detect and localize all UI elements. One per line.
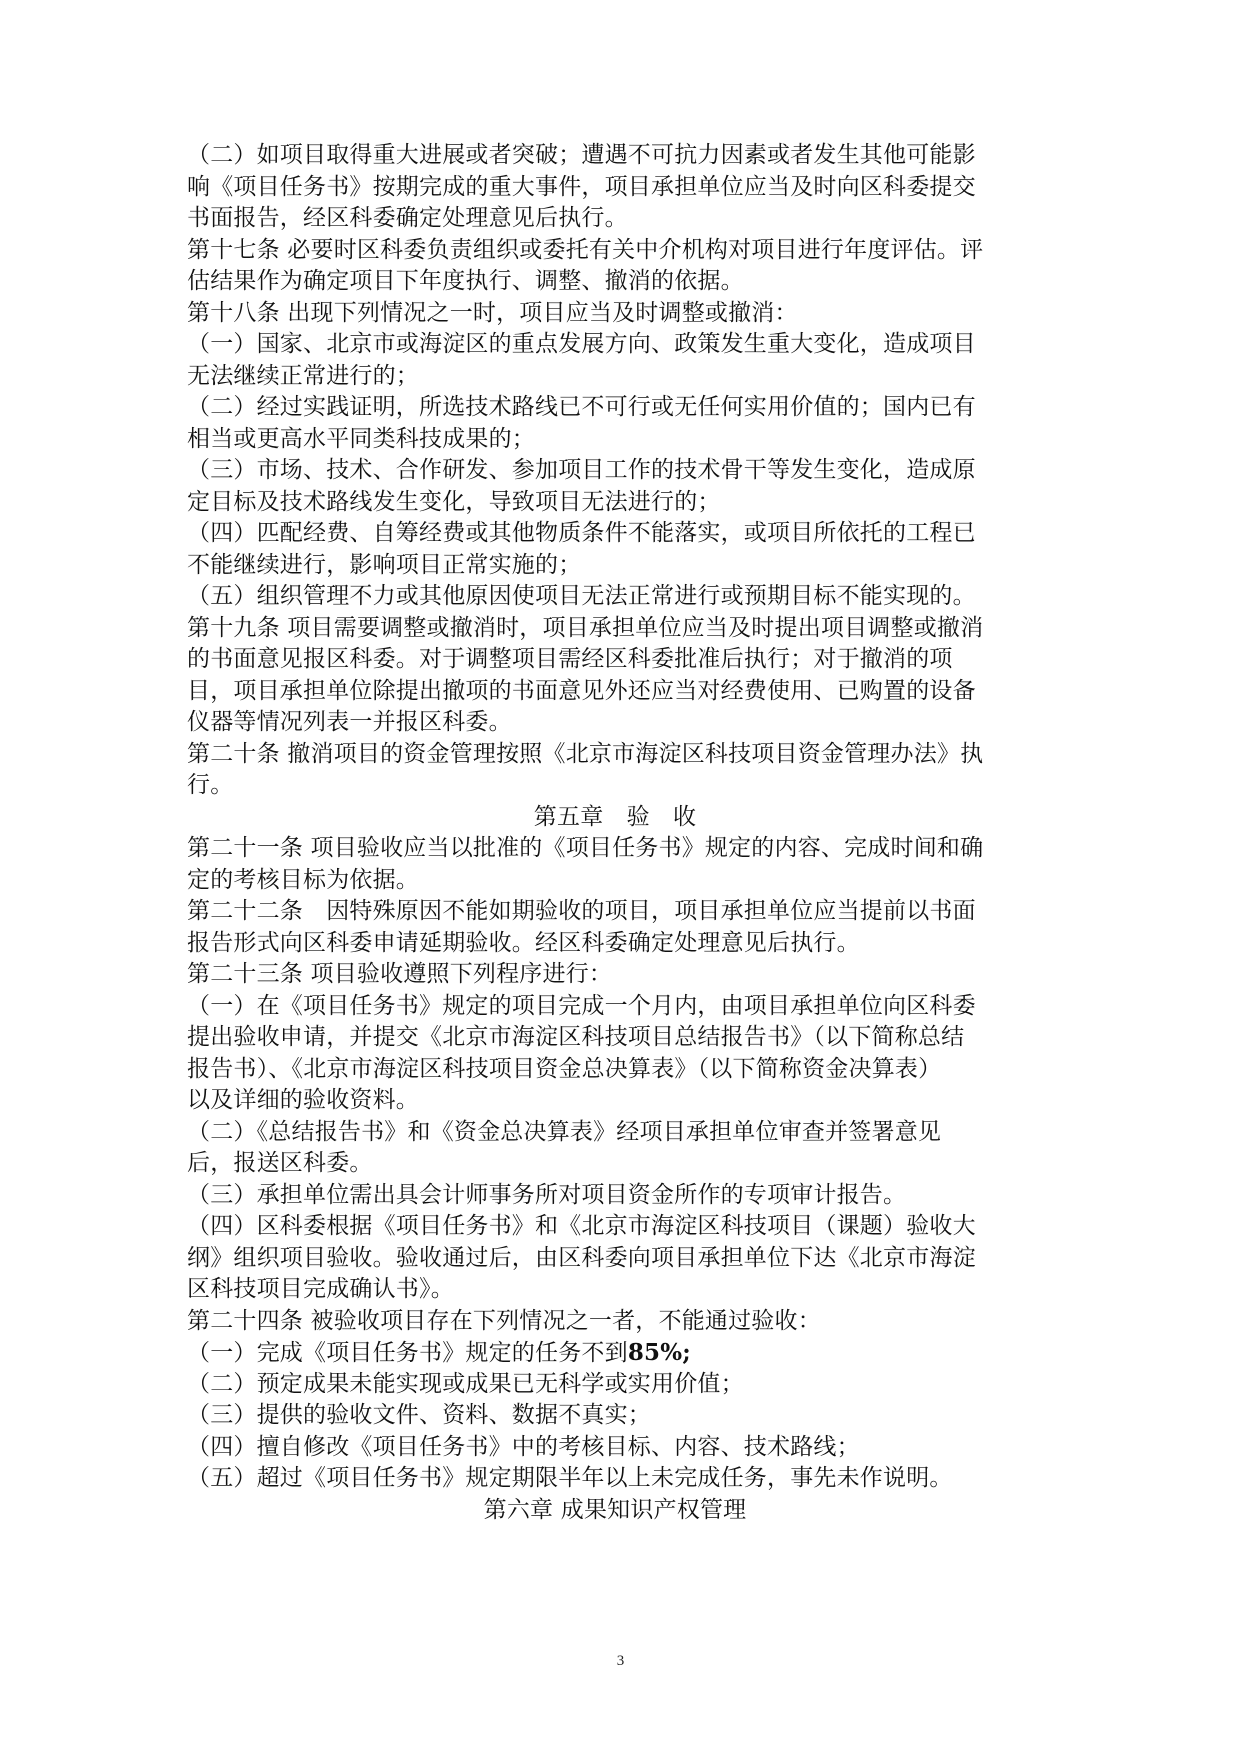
paragraph-line-with-percentage [187, 1337, 1043, 1369]
paragraph-line: （四）擅自修改《项目任务书》中的考核目标、内容、技术路线； [187, 1433, 860, 1460]
paragraph-line: （二）《总结报告书》和《资金总决算表》经项目承担单位审查并签署意见 [187, 1118, 942, 1145]
paragraph-line: 后，报送区科委。 [187, 1150, 373, 1176]
paragraph-line: （一）在《项目任务书》规定的项目完成一个月内，由项目承担单位向区科委 [187, 992, 976, 1019]
paragraph-line: 定目标及技术路线发生变化，导致项目无法进行的； [187, 488, 721, 515]
article-20-line: 第二十条 撤消项目的资金管理按照《北京市海淀区科技项目资金管理办法》执 [187, 740, 984, 767]
paragraph-line: 以及详细的验收资料。 [187, 1087, 419, 1113]
paragraph-line: （二）经过实践证明，所选技术路线已不可行或无任何实用价值的；国内已有 [187, 394, 976, 420]
paragraph-line: 仪器等情况列表一并报区科委。 [187, 709, 512, 735]
paragraph-line: （一）国家、北京市或海淀区的重点发展方向、政策发生重大变化，造成项目 [187, 331, 976, 357]
percentage-value: 85%; [627, 1339, 691, 1366]
article-17-line: 第十七条 必要时区科委负责组织或委托有关中介机构对项目进行年度评估。评 [187, 236, 984, 263]
paragraph-line: （三）承担单位需出具会计师事务所对项目资金所作的专项审计报告。 [187, 1181, 907, 1208]
paragraph-line: 的书面意见报区科委。对于调整项目需经区科委批准后执行；对于撤消的项 [187, 646, 953, 672]
paragraph-line: （三）市场、技术、合作研发、参加项目工作的技术骨干等发生变化，造成原 [187, 457, 976, 483]
article-22-line: 第二十二条 因特殊原因不能如期验收的项目，项目承担单位应当提前以书面 [187, 898, 976, 924]
paragraph-line: （二）预定成果未能实现或成果已无科学或实用价值； [187, 1370, 744, 1397]
paragraph-line: 纲》组织项目验收。验收通过后，由区科委向项目承担单位下达《北京市海淀 [187, 1244, 976, 1271]
paragraph-line: 不能继续进行，影响项目正常实施的； [187, 551, 582, 578]
chapter-6-heading: 第六章 成果知识产权管理 [483, 1496, 747, 1523]
paragraph-line: 报告形式向区科委申请延期验收。经区科委确定处理意见后执行。 [187, 929, 860, 956]
paragraph-line: （五）超过《项目任务书》规定期限半年以上未完成任务，事先未作说明。 [187, 1465, 953, 1491]
paragraph-line: 相当或更高水平同类科技成果的； [187, 425, 535, 452]
article-21-line: 第二十一条 项目验收应当以批准的《项目任务书》规定的内容、完成时间和确 [187, 835, 984, 861]
paragraph-line: （四）匹配经费、自筹经费或其他物质条件不能落实，或项目所依托的工程已 [187, 520, 976, 546]
paragraph-line: 估结果作为确定项目下年度执行、调整、撤消的依据。 [187, 268, 744, 294]
paragraph-line: 定的考核目标为依据。 [187, 866, 419, 893]
article-18-line: 第十八条 出现下列情况之一时，项目应当及时调整或撤消： [187, 299, 798, 326]
paragraph-text: （一）完成《项目任务书》规定的任务不到 [187, 1340, 628, 1366]
document-body [187, 140, 1043, 1526]
chapter-5-heading: 第五章 验 收 [533, 803, 697, 830]
article-23-line: 第二十三条 项目验收遵照下列程序进行： [187, 961, 613, 987]
paragraph-line: 书面报告，经区科委确定处理意见后执行。 [187, 205, 628, 231]
paragraph-line: 提出验收申请，并提交《北京市海淀区科技项目总结报告书》（以下简称总结 [187, 1024, 965, 1050]
article-24-line: 第二十四条 被验收项目存在下列情况之一者，不能通过验收： [187, 1307, 821, 1334]
paragraph-line: （三）提供的验收文件、资料、数据不真实； [187, 1402, 651, 1428]
paragraph-line: 无法继续正常进行的； [187, 362, 419, 389]
paragraph-line: （四）区科委根据《项目任务书》和《北京市海淀区科技项目（课题）验收大 [187, 1213, 976, 1239]
paragraph-line: 区科技项目完成确认书》。 [187, 1276, 454, 1302]
page-number: 3 [616, 1653, 625, 1669]
paragraph-line: （二）如项目取得重大进展或者突破；遭遇不可抗力因素或者发生其他可能影 [187, 142, 976, 168]
paragraph-line: 报告书）、《北京市海淀区科技项目资金总决算表》（以下简称资金决算表） [187, 1055, 942, 1082]
paragraph-line: 响《项目任务书》按期完成的重大事件，项目承担单位应当及时向区科委提交 [187, 173, 976, 200]
paragraph-line: 行。 [187, 772, 234, 798]
paragraph-line: 目，项目承担单位除提出撤项的书面意见外还应当对经费使用、已购置的设备 [187, 677, 976, 704]
paragraph-line: （五）组织管理不力或其他原因使项目无法正常进行或预期目标不能实现的。 [187, 583, 976, 609]
article-19-line: 第十九条 项目需要调整或撤消时，项目承担单位应当及时提出项目调整或撤消 [187, 614, 984, 641]
